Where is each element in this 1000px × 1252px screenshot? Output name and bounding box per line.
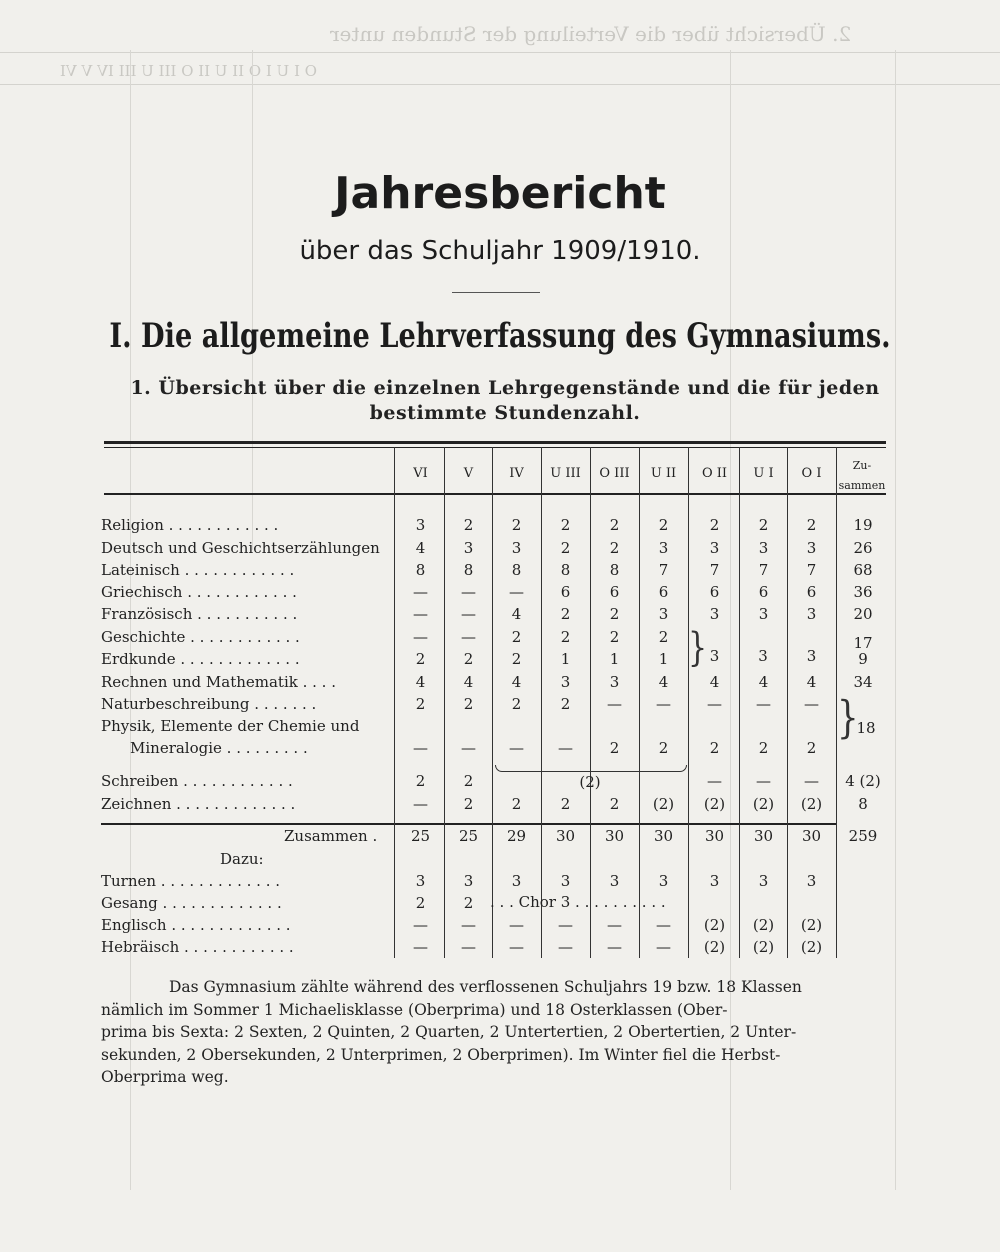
table-cell: 2 xyxy=(560,695,571,713)
table-cell: — xyxy=(756,695,771,713)
sum-total-cell: 259 xyxy=(848,827,878,845)
table-cell: — xyxy=(413,739,428,757)
table-cell: — xyxy=(804,772,819,790)
table-cell: 3 xyxy=(609,872,620,890)
table-cell: — xyxy=(607,916,622,934)
table-cell: 2 xyxy=(709,516,720,534)
table-cell: — xyxy=(413,605,428,623)
subheading xyxy=(110,376,900,426)
table-cell: — xyxy=(707,695,722,713)
table-cell: 3 xyxy=(806,605,817,623)
table-cell: 2 xyxy=(415,650,426,668)
table-cell: 2 xyxy=(806,739,817,757)
table-cell: 3 xyxy=(709,605,720,623)
table-cell: — xyxy=(509,916,524,934)
table-cell: 2 xyxy=(415,695,426,713)
table-cell: (2) xyxy=(752,795,775,813)
table-cell: 1 xyxy=(560,650,571,668)
table-cell: (2) xyxy=(800,938,823,956)
table-cell: 3 xyxy=(463,539,474,557)
table-cell: (2) xyxy=(800,916,823,934)
table-cell: 2 xyxy=(658,628,669,646)
school-paragraph xyxy=(101,976,891,1089)
table-cell: 2 xyxy=(511,795,522,813)
row-label: Französisch . . . . . . . . . . . xyxy=(101,605,298,623)
sum-cell: 25 xyxy=(410,827,431,845)
table-cell: 8 xyxy=(560,561,571,579)
row-label: Lateinisch . . . . . . . . . . . . xyxy=(101,561,295,579)
table-cell: 6 xyxy=(709,583,720,601)
paragraph-line: sekunden, 2 Obersekunden, 2 Unterprimen, 2 Oberprimen). Im Winter fiel die Herbst- xyxy=(101,1045,781,1064)
column-header-uiii: U III xyxy=(550,466,581,481)
total-cell: 68 xyxy=(853,561,873,579)
row-label: Griechisch . . . . . . . . . . . . xyxy=(101,583,297,601)
table-cell: — xyxy=(461,739,476,757)
paragraph-line: Oberprima weg. xyxy=(101,1068,229,1086)
table-cell: — xyxy=(707,772,722,790)
table-cell: 4 xyxy=(415,673,426,691)
row-label: Mineralogie . . . . . . . . . xyxy=(130,739,308,757)
table-cell: — xyxy=(413,628,428,646)
table-cell: 4 xyxy=(511,673,522,691)
table-cell: 6 xyxy=(758,583,769,601)
table-cell: — xyxy=(656,938,671,956)
bleed-vrule xyxy=(252,50,253,550)
paragraph-line: Das Gymnasium zählte während des verflossenen Schuljahrs 19 bzw. 18 Klassen xyxy=(169,978,802,996)
table-cell: 2 xyxy=(560,516,571,534)
table-cell: (2) xyxy=(703,795,726,813)
table-cell: 2 xyxy=(511,516,522,534)
geschichte-erdkunde-merged-cell: 3 xyxy=(758,647,768,665)
table-cell: — xyxy=(461,938,476,956)
table-cell: 3 xyxy=(658,539,669,557)
geschichte-erdkunde-brace: } xyxy=(688,625,708,672)
row-label: Rechnen und Mathematik . . . . xyxy=(101,673,336,691)
sum-cell: 30 xyxy=(801,827,822,845)
table-cell: — xyxy=(656,916,671,934)
table-cell: — xyxy=(607,938,622,956)
table-cell: — xyxy=(509,938,524,956)
table-cell: 2 xyxy=(758,516,769,534)
bleed-through-subheader: O I U I O II U II O III U III IV V VI xyxy=(60,62,318,80)
table-cell: — xyxy=(509,739,524,757)
table-cell: — xyxy=(413,916,428,934)
table-cell: 2 xyxy=(560,628,571,646)
table-cell: 2 xyxy=(463,894,474,912)
table-cell: 3 xyxy=(415,516,426,534)
row-label: Physik, Elemente der Chemie und xyxy=(101,717,360,735)
column-header-vi: VI xyxy=(413,466,428,481)
table-cell: 3 xyxy=(511,872,522,890)
table-cell: 2 xyxy=(463,650,474,668)
table-cell: 4 xyxy=(806,673,817,691)
table-cell: 2 xyxy=(560,605,571,623)
column-header-ui: U I xyxy=(753,466,774,481)
row-label: Zeichnen . . . . . . . . . . . . . xyxy=(101,795,296,813)
total-header xyxy=(838,456,886,496)
table-cell: 7 xyxy=(806,561,817,579)
table-cell: 3 xyxy=(560,673,571,691)
table-cell: — xyxy=(461,605,476,623)
table-cell: 2 xyxy=(511,695,522,713)
total-cell: 4 (2) xyxy=(845,772,881,790)
bleed-rule xyxy=(0,84,1000,85)
table-cell: — xyxy=(558,739,573,757)
geschichte-erdkunde-merged-cell: 3 xyxy=(806,647,817,665)
total-cell: 36 xyxy=(853,583,873,601)
table-cell: 4 xyxy=(758,673,769,691)
bleed-vrule xyxy=(895,50,896,1190)
table-cell: 2 xyxy=(806,516,817,534)
extra-row-label: Hebräisch . . . . . . . . . . . . xyxy=(101,938,294,956)
table-cell: 7 xyxy=(709,561,720,579)
table-cell: 8 xyxy=(415,561,426,579)
total-header-line: sammen xyxy=(838,479,886,492)
column-rule xyxy=(394,447,395,958)
table-cell: 3 xyxy=(609,673,620,691)
table-cell: (2) xyxy=(703,938,726,956)
table-cell: — xyxy=(461,916,476,934)
table-cell: 2 xyxy=(511,650,522,668)
table-cell: — xyxy=(413,583,428,601)
bleed-rule xyxy=(0,52,1000,53)
table-cell: 3 xyxy=(463,872,474,890)
table-cell: — xyxy=(461,583,476,601)
row-label: Schreiben . . . . . . . . . . . . xyxy=(101,772,293,790)
table-cell: 2 xyxy=(609,605,620,623)
row-label: Naturbeschreibung . . . . . . . xyxy=(101,695,317,713)
column-header-iv: IV xyxy=(509,466,524,481)
table-cell: 6 xyxy=(806,583,817,601)
table-top-rule xyxy=(104,441,886,444)
table-cell: — xyxy=(656,695,671,713)
extra-row-label: Englisch . . . . . . . . . . . . . xyxy=(101,916,291,934)
table-cell: 2 xyxy=(463,795,474,813)
table-cell: 8 xyxy=(609,561,620,579)
extra-row-label: Turnen . . . . . . . . . . . . . xyxy=(101,872,281,890)
table-cell: 2 xyxy=(709,739,720,757)
table-cell: 3 xyxy=(758,605,769,623)
column-header-oii: O II xyxy=(701,466,728,481)
paragraph-line: prima bis Sexta: 2 Sexten, 2 Quinten, 2 Quarten, 2 Untertertien, 2 Obertertien, 2 Unter- xyxy=(101,1023,797,1041)
total-cell: 9 xyxy=(858,650,868,668)
column-rule xyxy=(688,447,689,958)
total-header-line: Zu- xyxy=(852,459,872,472)
table-cell: 3 xyxy=(709,872,720,890)
sum-cell: 30 xyxy=(555,827,576,845)
table-cell: — xyxy=(461,628,476,646)
chor-cell: . . . Chor 3 . . . . . . . . . . xyxy=(490,893,666,911)
subheading-line: bestimmte Stundenzahl. xyxy=(369,402,641,424)
report-title: Jahresbericht xyxy=(334,168,666,219)
section-heading: I. Die allgemeine Lehrverfassung des Gymnasiums. xyxy=(109,316,891,356)
table-cell: (2) xyxy=(800,795,823,813)
table-cell: — xyxy=(804,695,819,713)
table-cell: 6 xyxy=(560,583,571,601)
table-cell: 2 xyxy=(560,795,571,813)
naturwissenschaft-total-cell: 18 xyxy=(856,719,876,737)
table-cell: 2 xyxy=(758,739,769,757)
table-cell: 2 xyxy=(463,695,474,713)
table-top-rule-thin xyxy=(104,447,886,448)
table-cell: — xyxy=(756,772,771,790)
table-cell: 3 xyxy=(806,539,817,557)
schreiben-brace-line xyxy=(495,765,687,772)
sum-cell: 30 xyxy=(653,827,674,845)
sum-cell: 25 xyxy=(458,827,479,845)
table-cell: — xyxy=(607,695,622,713)
geschichte-erdkunde-merged-cell: 3 xyxy=(709,647,720,665)
table-cell: 2 xyxy=(463,516,474,534)
row-label: Deutsch und Geschichtserzählungen xyxy=(101,539,380,557)
table-cell: 3 xyxy=(560,872,571,890)
table-cell: 6 xyxy=(658,583,669,601)
table-cell: 3 xyxy=(758,872,769,890)
table-cell: — xyxy=(413,795,428,813)
table-cell: 4 xyxy=(709,673,720,691)
column-header-uii: U II xyxy=(650,466,677,481)
table-cell: 2 xyxy=(609,795,620,813)
extra-label: Dazu: xyxy=(220,850,264,868)
extra-row-label: Gesang . . . . . . . . . . . . . xyxy=(101,894,282,912)
table-cell: 8 xyxy=(511,561,522,579)
total-cell: 19 xyxy=(853,516,873,534)
paragraph-line: nämlich im Sommer 1 Michaelisklasse (Oberprima) und 18 Osterklassen (Ober- xyxy=(101,1000,728,1019)
table-cell: (2) xyxy=(703,916,726,934)
row-label: Geschichte . . . . . . . . . . . . xyxy=(101,628,300,646)
table-cell: (2) xyxy=(652,795,675,813)
sum-top-rule xyxy=(101,823,837,825)
table-cell: — xyxy=(558,916,573,934)
table-cell: 2 xyxy=(609,516,620,534)
table-cell: 2 xyxy=(463,772,474,790)
table-cell: 3 xyxy=(415,872,426,890)
table-cell: 3 xyxy=(709,539,720,557)
table-cell: (2) xyxy=(752,916,775,934)
table-cell: — xyxy=(413,938,428,956)
table-cell: 2 xyxy=(511,628,522,646)
table-cell: 4 xyxy=(463,673,474,691)
table-cell: 8 xyxy=(463,561,474,579)
table-cell: 7 xyxy=(758,561,769,579)
table-cell: 2 xyxy=(658,516,669,534)
table-cell: 2 xyxy=(560,539,571,557)
table-cell: — xyxy=(558,938,573,956)
sum-cell: 30 xyxy=(753,827,774,845)
table-cell: 2 xyxy=(609,739,620,757)
table-cell: 2 xyxy=(415,772,426,790)
divider xyxy=(452,292,540,293)
total-cell: 8 xyxy=(858,795,868,813)
table-cell: 1 xyxy=(609,650,620,668)
table-cell: 7 xyxy=(658,561,669,579)
header-bottom-rule xyxy=(104,493,886,495)
sum-cell: 30 xyxy=(704,827,725,845)
row-label: Religion . . . . . . . . . . . . xyxy=(101,516,279,534)
table-cell: 2 xyxy=(609,539,620,557)
subheading-line: 1. Übersicht über die einzelnen Lehrgegenstände und die für jeden xyxy=(130,377,880,399)
column-header-oi: O I xyxy=(801,466,822,481)
column-header-v: V xyxy=(463,466,474,481)
table-cell: 2 xyxy=(658,739,669,757)
table-cell: (2) xyxy=(752,938,775,956)
total-cell: 26 xyxy=(853,539,873,557)
sum-cell: 30 xyxy=(604,827,625,845)
table-cell: 3 xyxy=(658,872,669,890)
table-cell: 2 xyxy=(415,894,426,912)
sum-cell: 29 xyxy=(506,827,527,845)
column-header-oiii: O III xyxy=(599,466,630,481)
naturwissenschaft-brace: } xyxy=(837,692,859,744)
row-label: Erdkunde . . . . . . . . . . . . . xyxy=(101,650,300,668)
total-cell: 17 xyxy=(853,634,873,652)
table-cell: 3 xyxy=(658,605,669,623)
table-cell: 4 xyxy=(658,673,669,691)
table-cell: 3 xyxy=(758,539,769,557)
table-cell: 3 xyxy=(806,872,817,890)
sum-label: Zusammen . xyxy=(284,827,378,845)
table-cell: — xyxy=(509,583,524,601)
table-cell: 4 xyxy=(415,539,426,557)
table-cell: 2 xyxy=(609,628,620,646)
table-cell: 1 xyxy=(658,650,669,668)
table-cell: 6 xyxy=(609,583,620,601)
schreiben-merged-cell: (2) xyxy=(579,773,601,791)
table-cell: 4 xyxy=(511,605,522,623)
report-subtitle: über das Schuljahr 1909/1910. xyxy=(299,236,701,266)
table-cell: 3 xyxy=(511,539,522,557)
total-cell: 20 xyxy=(853,605,873,623)
total-cell: 34 xyxy=(853,673,873,691)
bleed-through-header: 2. Übersicht über die Verteilung der Stunden unter xyxy=(330,22,852,46)
